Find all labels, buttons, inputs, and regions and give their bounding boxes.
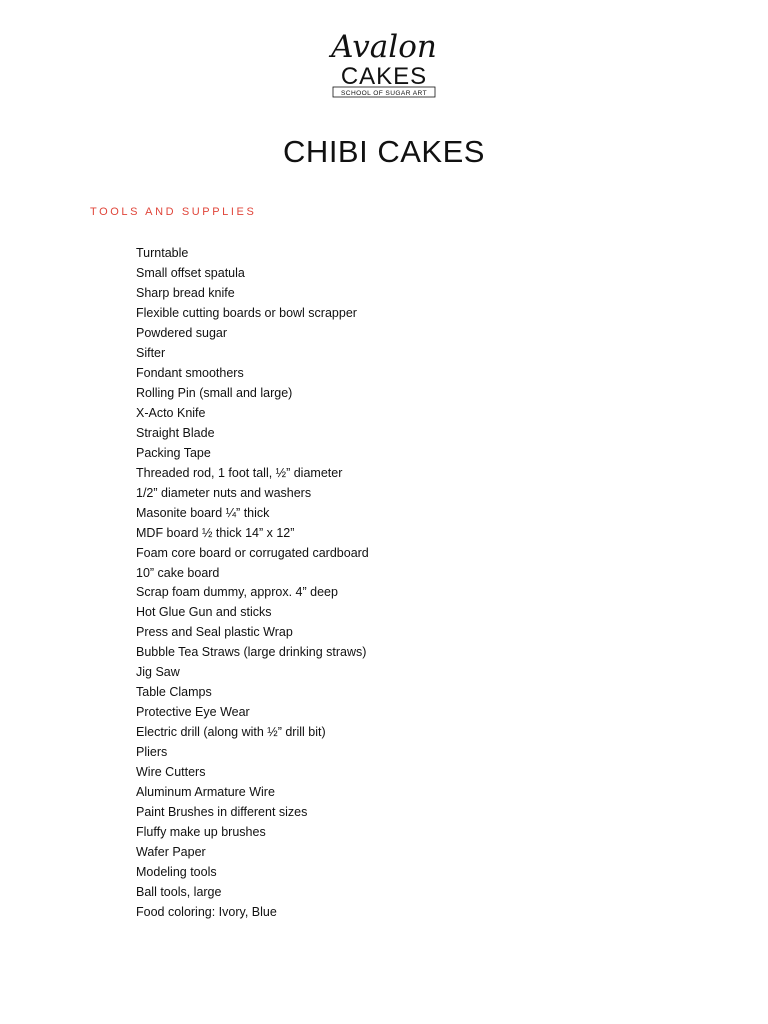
supply-item: Threaded rod, 1 foot tall, ½” diameter [136, 465, 343, 480]
supply-item: Paint Brushes in different sizes [136, 805, 308, 820]
supply-item: MDF board ½ thick 14” x 12” [136, 525, 295, 540]
supply-item: Bubble Tea Straws (large drinking straws) [136, 645, 367, 660]
supply-item: Foam core board or corrugated cardboard [136, 545, 369, 560]
supply-item: Straight Blade [136, 425, 215, 440]
page-title: CHIBI CAKES [283, 134, 485, 169]
supply-item: X-Acto Knife [136, 405, 206, 420]
avalon-cakes-logo [328, 24, 440, 102]
supply-item: 10” cake board [136, 565, 220, 580]
supply-item: Press and Seal plastic Wrap [136, 625, 293, 640]
supply-item: Rolling Pin (small and large) [136, 385, 293, 400]
supply-item: Hot Glue Gun and sticks [136, 605, 272, 620]
supply-item: Scrap foam dummy, approx. 4” deep [136, 585, 338, 600]
supply-item: Sharp bread knife [136, 285, 235, 300]
supply-item: Wire Cutters [136, 765, 206, 780]
supply-item: Packing Tape [136, 445, 211, 460]
supply-item: Small offset spatula [136, 265, 245, 280]
supply-item: Flexible cutting boards or bowl scrapper [136, 305, 357, 320]
supply-item: Masonite board ¼” thick [136, 505, 270, 520]
supply-item: Sifter [136, 345, 166, 360]
supply-item: Food coloring: Ivory, Blue [136, 904, 277, 919]
logo-wordmark: CAKES [340, 63, 428, 90]
supply-item: 1/2” diameter nuts and washers [136, 485, 312, 500]
supply-item: Pliers [136, 745, 168, 760]
logo-script-text: Avalon [331, 29, 437, 65]
supply-item: Electric drill (along with ½” drill bit) [136, 725, 326, 740]
supplies-list [136, 244, 369, 923]
section-heading: TOOLS AND SUPPLIES [90, 206, 257, 218]
supply-item: Fluffy make up brushes [136, 825, 266, 840]
supply-item: Table Clamps [136, 685, 212, 700]
supply-item: Aluminum Armature Wire [136, 785, 275, 800]
supply-item: Turntable [136, 246, 189, 260]
supply-item: Protective Eye Wear [136, 705, 250, 720]
logo-graphic [328, 24, 440, 102]
supply-item: Jig Saw [136, 665, 180, 680]
supply-item: Wafer Paper [136, 845, 206, 860]
logo-tagline: SCHOOL OF SUGAR ART [340, 90, 428, 97]
supply-item: Fondant smoothers [136, 365, 244, 380]
supply-item: Powdered sugar [136, 325, 228, 340]
supply-item: Ball tools, large [136, 885, 222, 899]
supply-item: Modeling tools [136, 865, 217, 880]
